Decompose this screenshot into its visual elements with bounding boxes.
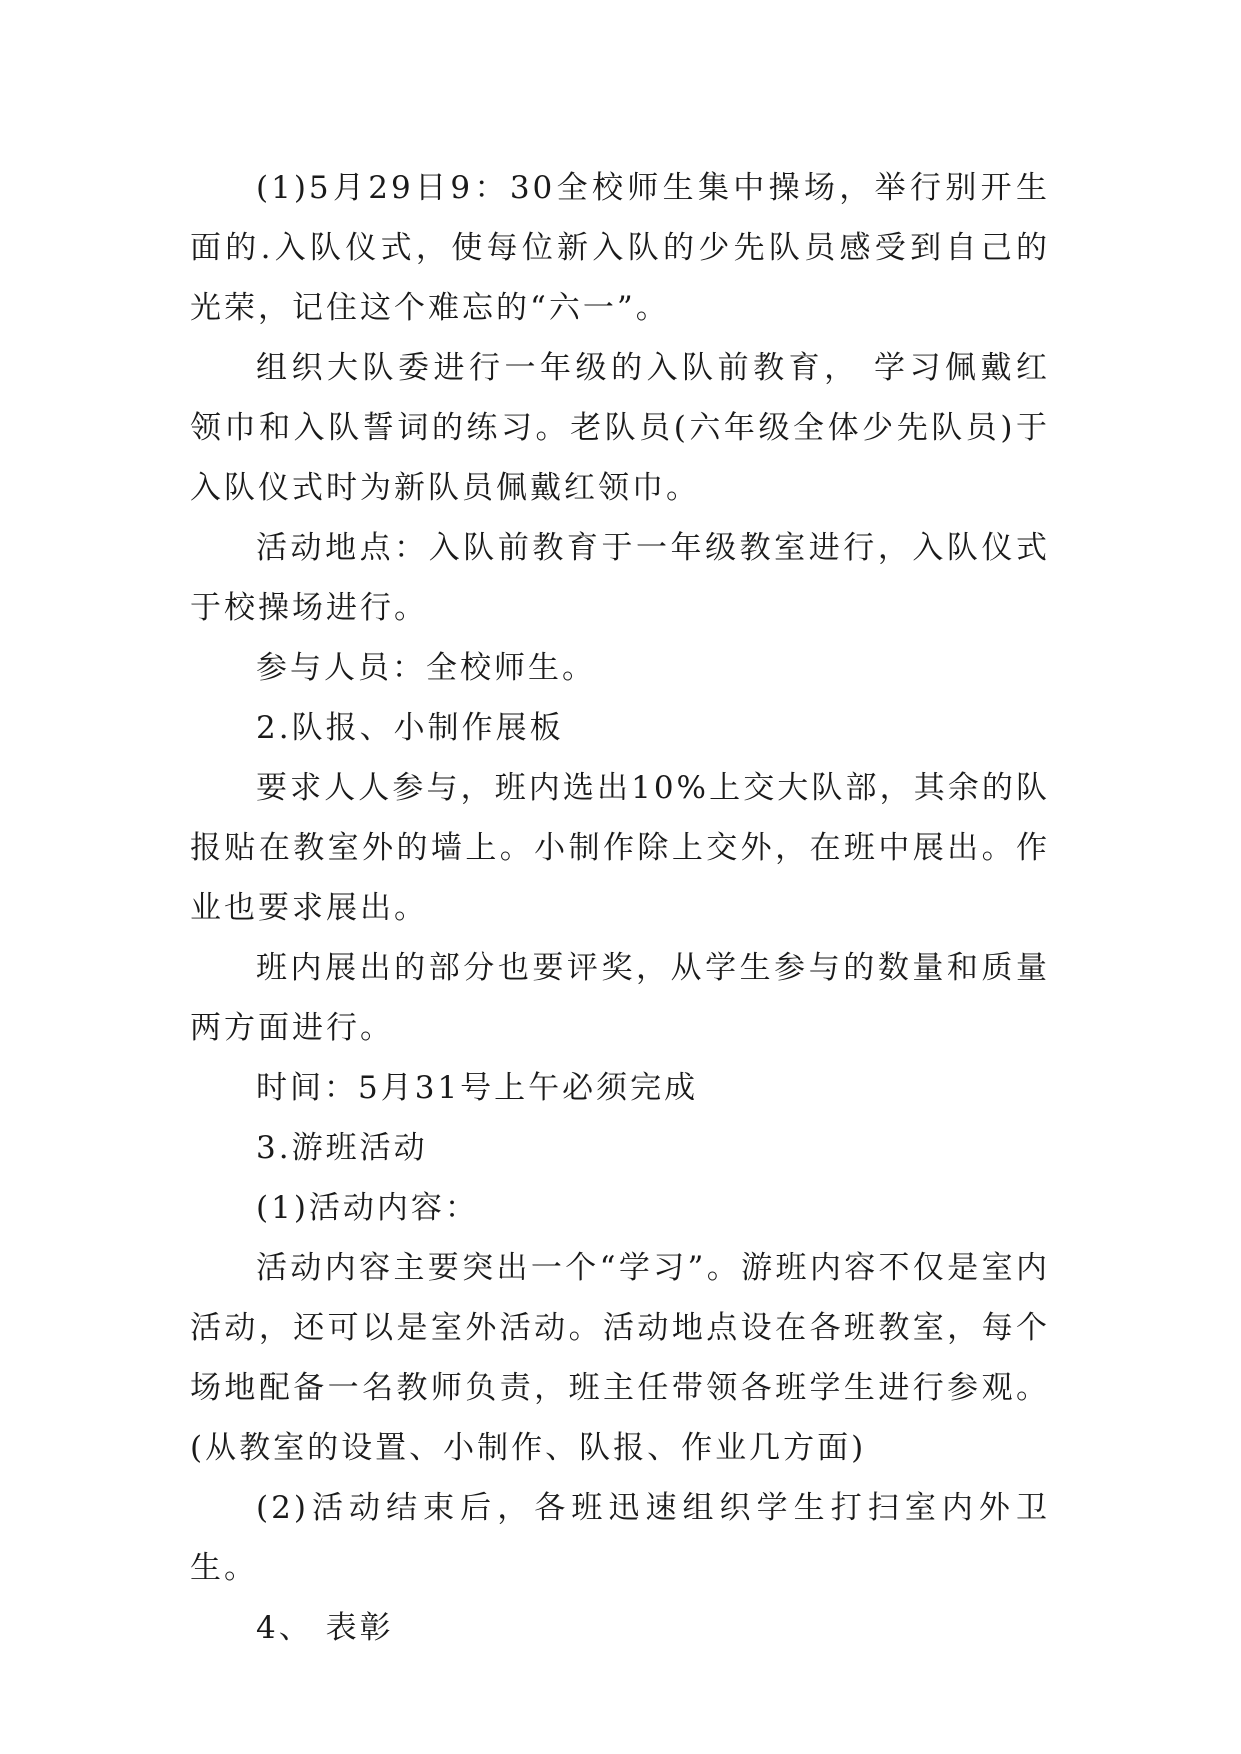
paragraph-activity-location: 活动地点：入队前教育于一年级教室进行，入队仪式于校操场进行。 bbox=[190, 530, 1050, 626]
subheading-activity-content: (1)活动内容： bbox=[256, 1190, 479, 1226]
paragraph-award-evaluation: 班内展出的部分也要评奖，从学生参与的数量和质量两方面进行。 bbox=[190, 950, 1050, 1046]
section-heading-commendation: 4、 表彰 bbox=[256, 1610, 394, 1646]
paragraph-participants: 参与人员：全校师生。 bbox=[256, 650, 596, 686]
paragraph-cleanup: (2)活动结束后，各班迅速组织学生打扫室内外卫生。 bbox=[190, 1490, 1050, 1586]
paragraph-entry-ceremony-time: (1)5月29日9：30全校师生集中操场，举行别开生面的.入队仪式，使每位新入队的少先队员感受到自己的光荣，记住这个难忘的“六一”。 bbox=[190, 170, 1050, 326]
section-heading-team-newspaper: 2.队报、小制作展板 bbox=[256, 710, 564, 746]
paragraph-deadline: 时间：5月31号上午必须完成 bbox=[256, 1070, 699, 1106]
paragraph-activity-content-detail: 活动内容主要突出一个“学习”。游班内容不仅是室内活动，还可以是室外活动。活动地点设在各班教室，每个场地配备一名教师负责，班主任带领各班学生进行参观。(从教室的设置、小制作、队报、作业几方面) bbox=[190, 1250, 1050, 1466]
document-body bbox=[190, 158, 1050, 1658]
section-heading-class-tour: 3.游班活动 bbox=[256, 1130, 428, 1166]
paragraph-participation-requirement: 要求人人参与，班内选出10%上交大队部，其余的队报贴在教室外的墙上。小制作除上交外，在班中展出。作业也要求展出。 bbox=[190, 770, 1050, 926]
paragraph-pre-entry-education: 组织大队委进行一年级的入队前教育， 学习佩戴红领巾和入队誓词的练习。老队员(六年级全体少先队员)于入队仪式时为新队员佩戴红领巾。 bbox=[190, 350, 1050, 506]
